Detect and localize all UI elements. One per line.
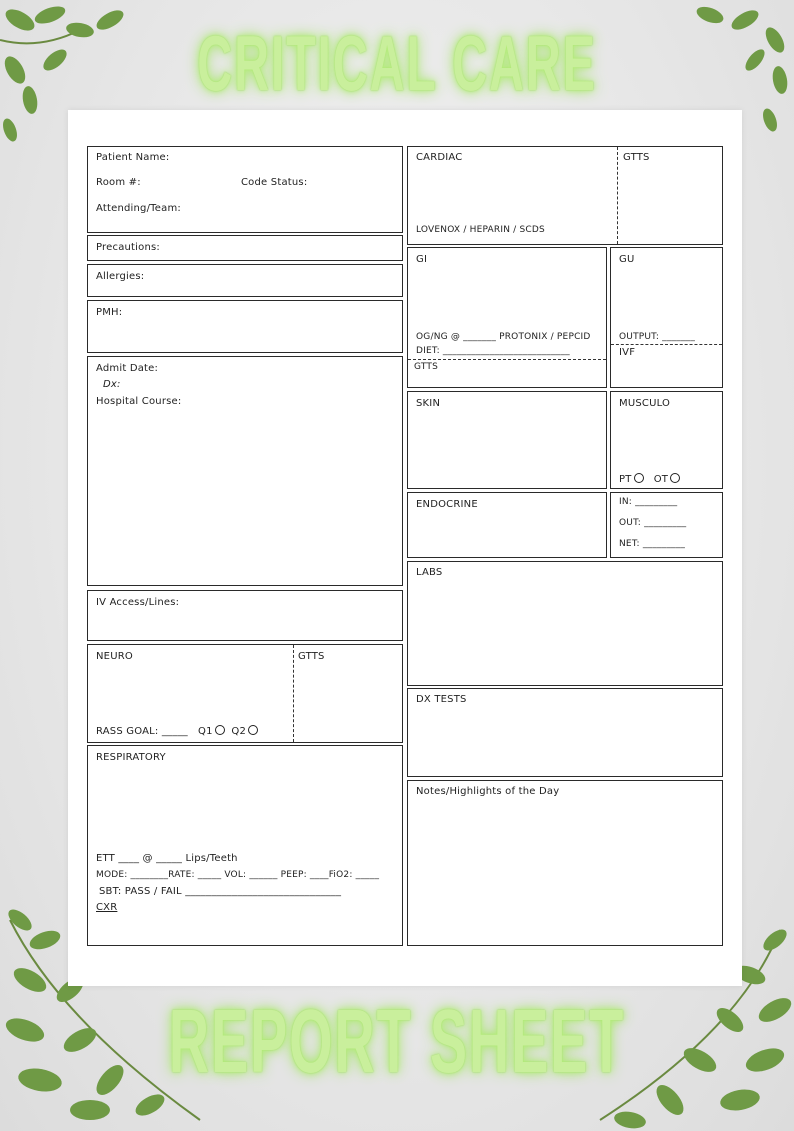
ett-line: ETT ____ @ _____ Lips/Teeth [96,853,238,864]
dx-tests-box[interactable] [407,688,723,777]
iv-access-box[interactable] [87,590,403,641]
precautions-label: Precautions: [96,242,160,253]
precautions-box[interactable] [87,235,403,261]
pmh-label: PMH: [96,307,123,318]
endocrine-box[interactable] [407,492,607,558]
sbt-line: SBT: PASS / FAIL ______________________________ [99,886,342,897]
vent-mode-line: MODE: ________RATE: _____ VOL: ______ PEEP: ____FiO2: _____ [96,870,380,880]
respiratory-box[interactable] [87,745,403,946]
gu-label: GU [619,254,635,265]
iv-access-label: IV Access/Lines: [96,597,180,608]
patient-info-box[interactable] [87,146,403,233]
endocrine-label: ENDOCRINE [416,499,478,510]
q1-radio[interactable] [215,725,225,735]
cardiac-box[interactable] [407,146,723,245]
gi-label: GI [416,254,428,265]
admit-box[interactable] [87,356,403,586]
labs-box[interactable] [407,561,723,686]
pt-label: PT [619,474,632,485]
neuro-label: NEURO [96,651,133,662]
notes-label: Notes/Highlights of the Day [416,786,560,797]
report-sheet [68,110,742,986]
labs-label: LABS [416,567,443,578]
notes-box[interactable] [407,780,723,946]
musculo-box[interactable] [610,391,723,489]
neuro-box[interactable] [87,644,403,743]
output-io-line: OUT: _________ [619,518,687,528]
dx-label: Dx: [103,379,121,390]
io-box[interactable] [610,492,723,558]
cardiac-label: CARDIAC [416,152,463,163]
pmh-box[interactable] [87,300,403,353]
skin-label: SKIN [416,398,441,409]
attending-label: Attending/Team: [96,203,181,214]
gu-divider [611,344,722,345]
admit-date-label: Admit Date: [96,363,159,374]
net-line: NET: _________ [619,539,686,549]
gi-gtts-label: GTTS [414,362,439,372]
ot-radio[interactable] [670,473,680,483]
intake-line: IN: _________ [619,497,678,507]
respiratory-label: RESPIRATORY [96,752,166,763]
allergies-label: Allergies: [96,271,145,282]
ot-label: OT [653,474,669,485]
dx-tests-label: DX TESTS [416,694,467,705]
skin-box[interactable] [407,391,607,489]
og-ng-line: OG/NG @ _______ PROTONIX / PEPCID [416,332,591,342]
cardiac-divider [617,147,618,244]
cxr-label: CXR [96,902,118,913]
diet-line: DIET: ___________________________ [416,346,570,356]
musculo-label: MUSCULO [619,398,671,409]
gi-box[interactable] [407,247,607,388]
q1-label: Q1 [198,726,213,737]
q2-radio[interactable] [248,725,258,735]
ivf-label: IVF [619,347,636,358]
room-label: Room #: [96,177,141,188]
rass-goal-text: RASS GOAL: _____ [96,726,188,737]
anticoag-label: LOVENOX / HEPARIN / SCDS [416,225,545,235]
pt-radio[interactable] [634,473,644,483]
gi-divider [408,359,606,360]
output-line: OUTPUT: _______ [619,332,696,342]
allergies-box[interactable] [87,264,403,297]
patient-name-label: Patient Name: [96,152,170,163]
q2-label: Q2 [231,726,247,737]
page-subtitle: REPORT SHEET [168,992,626,1092]
hospital-course-label: Hospital Course: [96,396,182,407]
cardiac-gtts-label: GTTS [623,152,650,163]
code-status-label: Code Status: [241,177,308,188]
pt-ot-line [619,473,680,485]
neuro-divider [293,645,294,742]
rass-goal-label [96,725,258,737]
gu-box[interactable] [610,247,723,388]
page-title: CRITICAL CARE [197,19,597,107]
neuro-gtts-label: GTTS [298,651,325,662]
